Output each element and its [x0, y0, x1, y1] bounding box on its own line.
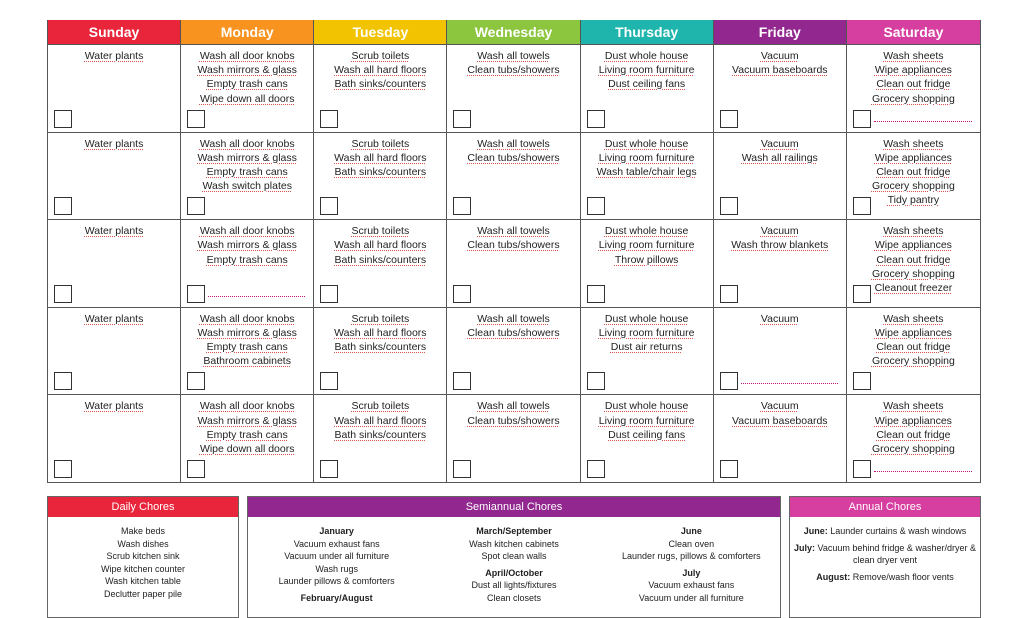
semiannual-group [248, 525, 425, 588]
chore-task: Wash all towels [477, 137, 550, 150]
chore-task: Wash sheets [883, 137, 944, 150]
chore-task: Clean tubs/showers [467, 326, 560, 339]
week-cell [181, 132, 313, 220]
day-header-monday: Monday [181, 20, 313, 44]
chore-task: Clean tubs/showers [467, 414, 560, 427]
chore-task: Vacuum [760, 137, 799, 150]
chore-task: Scrub toilets [351, 225, 410, 238]
semiannual-group-title: April/October [485, 567, 543, 578]
week-cell [181, 394, 313, 482]
annual-chore-month: August: [816, 571, 851, 582]
annual-chores-list [790, 517, 980, 583]
week-cell [447, 219, 579, 307]
week-cell [48, 132, 180, 220]
chore-task: Wash table/chair legs [596, 166, 697, 178]
chore-task: Throw pillows [614, 253, 679, 266]
semiannual-chore-item: Clean closets [486, 592, 541, 603]
day-header-friday: Friday [714, 20, 846, 44]
chore-task: Bath sinks/counters [334, 341, 427, 354]
daily-chores-title: Daily Chores [48, 497, 238, 517]
chore-task: Vacuum [760, 312, 799, 325]
chore-task: Grocery shopping [871, 180, 955, 193]
day-column-tuesday [314, 20, 447, 482]
chore-task: Dust whole house [604, 225, 689, 238]
semiannual-group-title: February/August [300, 592, 373, 603]
chore-task: Grocery shopping [871, 92, 955, 105]
done-checkbox[interactable] [720, 285, 738, 303]
weekly-chore-calendar [47, 20, 981, 483]
week-cell [314, 44, 446, 132]
chore-task: Wash sheets [883, 312, 944, 325]
chore-task: Empty trash cans [206, 428, 288, 441]
week-cell [714, 44, 846, 132]
chore-task: Wash all door knobs [199, 137, 295, 150]
chore-task: Bathroom cabinets [203, 355, 291, 368]
week-cell [581, 394, 713, 482]
chore-task: Clean tubs/showers [467, 64, 560, 77]
note-line [208, 296, 305, 297]
day-header-tuesday: Tuesday [314, 20, 446, 44]
chore-task: Vacuum [760, 225, 799, 238]
semiannual-chore-item: Wash kitchen cabinets [469, 538, 559, 549]
chore-task: Wash all towels [477, 225, 550, 238]
chore-task: Empty trash cans [206, 253, 288, 266]
chore-task: Grocery shopping [871, 267, 955, 280]
day-header-wednesday: Wednesday [447, 20, 579, 44]
chore-task: Wipe down all doors [199, 442, 295, 455]
day-header-sunday: Sunday [48, 20, 180, 44]
chore-task: Water plants [84, 400, 144, 413]
chore-task: Dust air returns [610, 341, 683, 354]
done-checkbox[interactable] [720, 110, 738, 128]
week-cell [847, 219, 980, 307]
chore-task: Wash mirrors & glass [197, 326, 297, 339]
week-cell [581, 44, 713, 132]
week-cell [581, 219, 713, 307]
chore-task: Scrub toilets [351, 400, 410, 413]
week-cell [314, 132, 446, 220]
semiannual-group-title: July [682, 567, 701, 578]
semiannual-chore-item: Vacuum under all furniture [638, 592, 744, 603]
done-checkbox[interactable] [187, 372, 205, 390]
day-column-friday [714, 20, 847, 482]
chore-task: Wipe appliances [874, 239, 952, 252]
chore-task: Wipe down all doors [199, 92, 295, 105]
chore-task: Wash all towels [477, 400, 550, 413]
annual-chore-item [790, 525, 980, 538]
chore-task: Wash mirrors & glass [197, 414, 297, 427]
note-line [741, 383, 838, 384]
done-checkbox[interactable] [453, 110, 471, 128]
week-cell [714, 132, 846, 220]
week-cell [181, 219, 313, 307]
daily-chore-item: Wash dishes [117, 538, 169, 549]
chore-task: Water plants [84, 137, 144, 150]
chore-task: Living room furniture [598, 414, 695, 427]
chore-task: Empty trash cans [206, 341, 288, 354]
week-cell [48, 394, 180, 482]
chore-task: Living room furniture [598, 239, 695, 252]
done-checkbox[interactable] [54, 110, 72, 128]
semiannual-group-title: March/September [476, 526, 552, 536]
week-cell [447, 307, 579, 395]
annual-chore-month: July: [794, 542, 816, 553]
week-cell [847, 132, 980, 220]
done-checkbox[interactable] [853, 460, 871, 478]
chore-task: Clean out fridge [876, 428, 951, 441]
done-checkbox[interactable] [587, 197, 605, 215]
semiannual-chore-item: Launder rugs, pillows & comforters [622, 551, 761, 561]
semiannual-group [425, 525, 602, 563]
chore-task: Wash sheets [883, 400, 944, 413]
chore-task: Water plants [84, 225, 144, 238]
chore-task: Living room furniture [598, 326, 695, 339]
daily-chores-list [48, 517, 238, 600]
done-checkbox[interactable] [54, 285, 72, 303]
day-column-saturday [847, 20, 980, 482]
chore-task: Living room furniture [598, 151, 695, 164]
week-cell [447, 132, 579, 220]
chore-task: Dust whole house [604, 50, 689, 62]
annual-chore-item [790, 571, 980, 584]
done-checkbox[interactable] [853, 285, 871, 303]
done-checkbox[interactable] [453, 460, 471, 478]
done-checkbox[interactable] [320, 460, 338, 478]
chore-task: Dust whole house [604, 312, 689, 325]
day-column-sunday [48, 20, 181, 482]
week-cell [847, 307, 980, 395]
day-column-thursday [581, 20, 714, 482]
chore-task: Wash throw blankets [731, 239, 829, 252]
week-cell [314, 219, 446, 307]
chore-task: Scrub toilets [351, 50, 410, 62]
chore-task: Clean tubs/showers [467, 151, 560, 164]
annual-chore-month: June: [803, 526, 828, 536]
semiannual-column [248, 525, 425, 608]
daily-chore-item: Wipe kitchen counter [100, 563, 186, 574]
done-checkbox[interactable] [187, 460, 205, 478]
done-checkbox[interactable] [320, 197, 338, 215]
chore-task: Wash mirrors & glass [197, 64, 297, 77]
chore-task: Dust ceiling fans [608, 428, 686, 441]
done-checkbox[interactable] [54, 460, 72, 478]
semiannual-chores-title: Semiannual Chores [248, 497, 780, 517]
chore-task: Dust whole house [604, 137, 689, 150]
semiannual-group-title: June [680, 526, 702, 536]
done-checkbox[interactable] [187, 197, 205, 215]
semiannual-chore-item: Spot clean walls [481, 551, 547, 561]
chore-task: Wipe appliances [874, 64, 952, 77]
day-header-saturday: Saturday [847, 20, 980, 44]
annual-chore-text: Launder curtains & wash windows [830, 526, 967, 536]
week-cell [847, 394, 980, 482]
semiannual-group [425, 567, 602, 605]
semiannual-chore-item: Vacuum under all furniture [284, 551, 390, 561]
annual-chore-item [790, 542, 980, 567]
week-cell [447, 44, 579, 132]
annual-chore-text: Remove/wash floor vents [852, 571, 954, 582]
day-column-monday [181, 20, 314, 482]
chore-task: Vacuum [760, 50, 799, 62]
done-checkbox[interactable] [587, 285, 605, 303]
week-cell [447, 394, 579, 482]
week-cell [714, 219, 846, 307]
annual-chores-title: Annual Chores [790, 497, 980, 517]
done-checkbox[interactable] [853, 110, 871, 128]
chore-task: Water plants [84, 312, 144, 325]
chore-task: Wash mirrors & glass [197, 239, 297, 252]
week-cell [314, 394, 446, 482]
chore-task: Wash switch plates [202, 180, 292, 193]
chore-task: Tidy pantry [887, 194, 940, 207]
chore-task: Wash sheets [883, 50, 944, 62]
semiannual-group [603, 525, 780, 563]
done-checkbox[interactable] [187, 285, 205, 303]
chore-task: Wash all hard floors [334, 414, 427, 427]
week-cell [847, 44, 980, 132]
chore-task: Empty trash cans [206, 166, 288, 178]
done-checkbox[interactable] [720, 460, 738, 478]
semiannual-chore-item: Clean oven [668, 538, 715, 549]
chore-task: Living room furniture [598, 64, 695, 77]
day-header-thursday: Thursday [581, 20, 713, 44]
semiannual-chore-item: Launder pillows & comforters [278, 576, 395, 586]
chore-task: Wipe appliances [874, 326, 952, 339]
chore-task: Wipe appliances [874, 151, 952, 164]
chore-task: Clean tubs/showers [467, 239, 560, 252]
daily-chore-item: Scrub kitchen sink [106, 551, 180, 561]
daily-chore-item: Make beds [120, 526, 166, 536]
note-line [874, 121, 972, 122]
done-checkbox[interactable] [453, 197, 471, 215]
semiannual-chore-item: Wash rugs [315, 563, 358, 574]
chore-task: Wash all hard floors [334, 151, 427, 164]
chore-task: Wash all hard floors [334, 239, 427, 252]
done-checkbox[interactable] [453, 285, 471, 303]
semiannual-chores-list [248, 517, 780, 608]
done-checkbox[interactable] [320, 110, 338, 128]
chore-task: Vacuum baseboards [732, 64, 828, 77]
note-line [874, 471, 972, 472]
semiannual-group-title: January [319, 526, 354, 536]
chore-task: Wash all hard floors [334, 326, 427, 339]
chore-task: Cleanout freezer [874, 282, 953, 294]
chore-task: Bath sinks/counters [334, 166, 427, 178]
semiannual-column [425, 525, 602, 608]
chore-task: Wash all door knobs [199, 312, 295, 325]
chore-task: Scrub toilets [351, 312, 410, 325]
chore-task: Grocery shopping [871, 355, 955, 368]
done-checkbox[interactable] [54, 372, 72, 390]
week-cell [581, 307, 713, 395]
chore-task: Clean out fridge [876, 253, 951, 266]
done-checkbox[interactable] [320, 285, 338, 303]
daily-chore-item: Wash kitchen table [105, 576, 181, 586]
week-cell [714, 307, 846, 395]
chore-task: Water plants [84, 50, 144, 62]
chore-task: Clean out fridge [876, 78, 951, 91]
week-cell [314, 307, 446, 395]
semiannual-chore-item: Vacuum exhaust fans [293, 538, 380, 549]
chore-task: Dust ceiling fans [608, 78, 686, 91]
chore-task: Wash sheets [883, 225, 944, 238]
chore-task: Bath sinks/counters [334, 253, 427, 266]
annual-chore-text: Vacuum behind fridge & washer/dryer & clean dryer vent [817, 542, 976, 565]
week-cell [581, 132, 713, 220]
done-checkbox[interactable] [453, 372, 471, 390]
chore-task: Wash mirrors & glass [197, 151, 297, 164]
chore-task: Clean out fridge [876, 166, 951, 178]
week-cell [48, 219, 180, 307]
done-checkbox[interactable] [853, 372, 871, 390]
semiannual-group [603, 567, 780, 605]
done-checkbox[interactable] [54, 197, 72, 215]
done-checkbox[interactable] [587, 372, 605, 390]
done-checkbox[interactable] [587, 110, 605, 128]
chore-task: Vacuum baseboards [732, 414, 828, 427]
done-checkbox[interactable] [720, 372, 738, 390]
chore-task: Grocery shopping [871, 442, 955, 455]
chore-task: Wash all door knobs [199, 400, 295, 413]
done-checkbox[interactable] [853, 197, 871, 215]
week-cell [48, 307, 180, 395]
chore-task: Wash all railings [741, 151, 818, 164]
chore-task: Wash all hard floors [334, 64, 427, 77]
week-cell [714, 394, 846, 482]
week-cell [48, 44, 180, 132]
chore-task: Bath sinks/counters [334, 428, 427, 441]
semiannual-column [603, 525, 780, 608]
chore-task: Bath sinks/counters [334, 78, 427, 91]
done-checkbox[interactable] [320, 372, 338, 390]
chore-task: Empty trash cans [206, 78, 288, 91]
done-checkbox[interactable] [587, 460, 605, 478]
done-checkbox[interactable] [187, 110, 205, 128]
semiannual-chore-item: Dust all lights/fixtures [471, 580, 557, 590]
chore-task: Wipe appliances [874, 414, 952, 427]
chore-task: Wash all towels [477, 50, 550, 62]
chore-task: Wash all door knobs [199, 50, 295, 62]
chore-task: Wash all door knobs [199, 225, 295, 238]
chore-task: Scrub toilets [351, 137, 410, 150]
daily-chore-item: Declutter paper pile [103, 588, 183, 599]
chore-task: Clean out fridge [876, 341, 951, 354]
chore-task: Wash all towels [477, 312, 550, 325]
semiannual-chore-item: Vacuum exhaust fans [648, 580, 735, 590]
week-cell [181, 44, 313, 132]
chore-task: Dust whole house [604, 400, 689, 413]
chore-task: Vacuum [760, 400, 799, 413]
semiannual-group [248, 592, 425, 605]
done-checkbox[interactable] [720, 197, 738, 215]
week-cell [181, 307, 313, 395]
day-column-wednesday [447, 20, 580, 482]
